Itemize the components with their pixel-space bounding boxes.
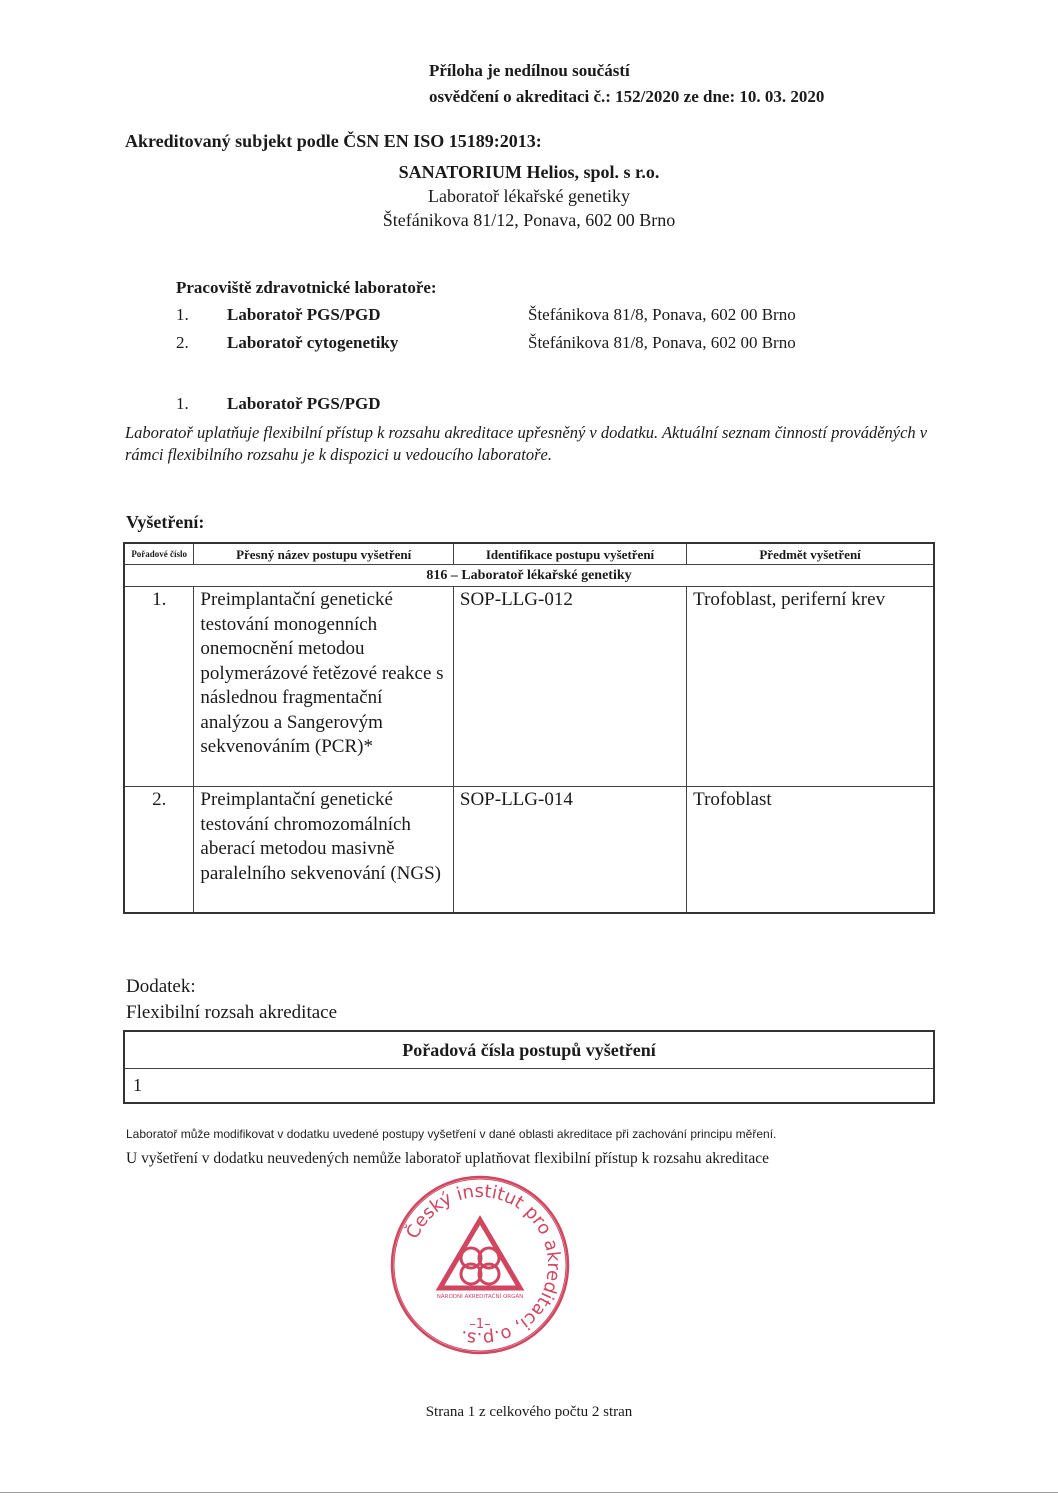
accreditation-stamp — [385, 1170, 575, 1365]
header-subject: Předmět vyšetření — [687, 543, 934, 565]
sites-title: Pracoviště zdravotnické laboratoře: — [176, 278, 437, 297]
exams-label: Vyšetření: — [126, 512, 205, 532]
row-2-num: 2. — [124, 787, 194, 913]
subject-name: SANATORIUM Helios, spol. s r.o. — [398, 162, 660, 182]
header-id: Identifikace postupu vyšetření — [453, 543, 686, 565]
row-1-name: Preimplantační genetické testování monogenních onemocnění metodou polymerázové řetězové reakce s následnou fragmentační analýzou a Sangerovým sekvenováním (PCR)* — [194, 587, 454, 787]
row-1-num: 1. — [124, 587, 194, 787]
site-1-address: Štefánikova 81/8, Ponava, 602 00 Brno — [528, 305, 796, 324]
table-row — [124, 587, 934, 787]
section-1-num: 1. — [176, 394, 189, 413]
group-label: 816 – Laboratoř lékařské genetiky — [124, 565, 934, 587]
row-2-subject: Trofoblast — [687, 787, 934, 913]
subject-address: Štefánikova 81/12, Ponava, 602 00 Brno — [382, 210, 676, 230]
header-name: Přesný název postupu vyšetření — [194, 543, 454, 565]
appendix-table-value: 1 — [124, 1069, 934, 1104]
appendix-subtitle: Flexibilní rozsah akreditace — [126, 1002, 338, 1023]
row-1-id: SOP-LLG-012 — [453, 587, 686, 787]
site-1-num: 1. — [176, 305, 189, 324]
row-2-id: SOP-LLG-014 — [453, 787, 686, 913]
page-footer: Strana 1 z celkového počtu 2 stran — [425, 1404, 633, 1420]
stamp-seal-icon — [385, 1170, 575, 1360]
header-line-1: Příloha je nedílnou součástí — [429, 61, 630, 80]
site-2-name: Laboratoř cytogenetiky — [227, 333, 399, 352]
stamp-number: –1– — [469, 1317, 491, 1332]
section-1-name: Laboratoř PGS/PGD — [227, 394, 381, 413]
row-1-subject: Trofoblast, periferní krev — [687, 587, 934, 787]
appendix-note: U vyšetření v dodatku neuvedených nemůže laboratoř uplatňovat flexibilní přístup k rozsahu akreditace — [126, 1150, 770, 1167]
appendix-table — [123, 1030, 935, 1104]
appendix-title: Dodatek: — [126, 976, 196, 997]
exams-table-header — [124, 543, 934, 565]
header-line-2: osvědčení o akreditaci č.: 152/2020 ze dne: 10. 03. 2020 — [429, 87, 825, 106]
stamp-inner-text: NÁRODNÍ AKREDITAČNÍ ORGÁN — [436, 1294, 524, 1300]
site-1-name: Laboratoř PGS/PGD — [227, 305, 381, 324]
flexible-scope-note: Laboratoř uplatňuje flexibilní přístup k rozsahu akreditace upřesněný v dodatku. Aktuální seznam činností prováděných v rámci flexibilního rozsahu je k dispozici u vedoucího laboratoře. — [125, 423, 928, 464]
header-order: Pořadové číslo — [124, 543, 194, 565]
exams-table — [123, 542, 935, 914]
site-2-num: 2. — [176, 333, 189, 352]
appendix-table-header: Pořadová čísla postupů vyšetření — [124, 1031, 934, 1069]
subject-dept: Laboratoř lékařské genetiky — [428, 186, 630, 206]
bottom-divider — [0, 1492, 1058, 1493]
table-row — [124, 787, 934, 913]
appendix-small-note: Laboratoř může modifikovat v dodatku uvedené postupy vyšetření v dané oblasti akreditace při zachování principu měření. — [126, 1127, 777, 1141]
group-row — [124, 565, 934, 587]
stamp-ring-text: Český institut pro akreditaci, o.p.s. — [402, 1180, 565, 1350]
site-2-address: Štefánikova 81/8, Ponava, 602 00 Brno — [528, 333, 796, 352]
row-2-name: Preimplantační genetické testování chromozomálních aberací metodou masivně paralelního sekvenování (NGS) — [194, 787, 454, 913]
subject-label: Akreditovaný subjekt podle ČSN EN ISO 15189:2013: — [125, 131, 542, 151]
